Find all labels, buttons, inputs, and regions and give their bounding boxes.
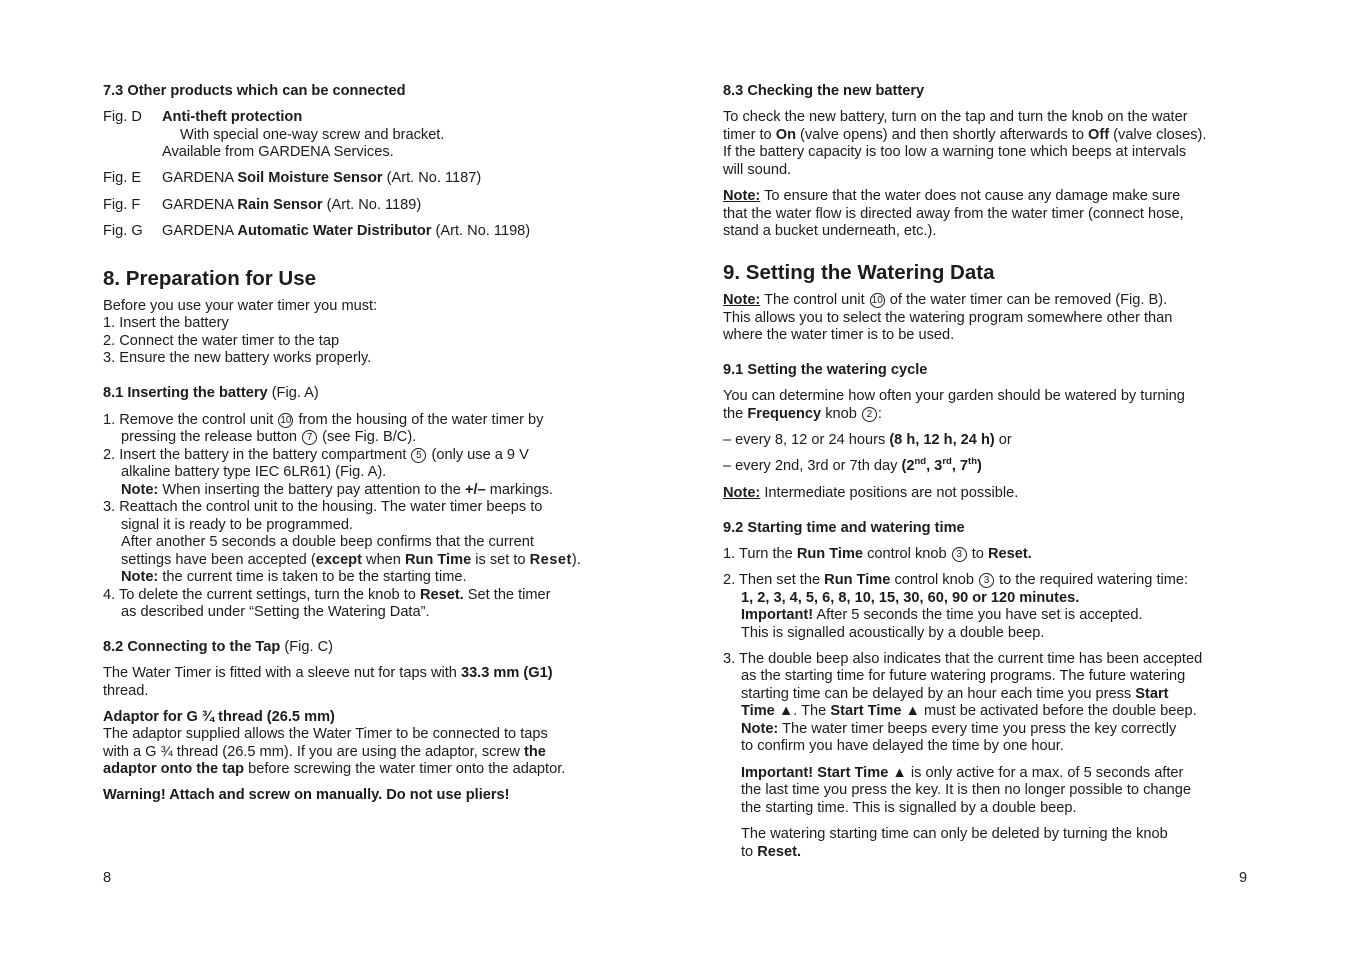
- s81-line2: pressing the release button 7 (see Fig. B/C).: [121, 429, 417, 445]
- s92-l6: 3. The double beep also indicates that the current time has been accepted: [723, 651, 1203, 667]
- fig-g-name: Automatic Water Distributor: [237, 223, 432, 239]
- s83-l1: To check the new battery, turn on the tap and turn the knob on the water: [723, 109, 1188, 125]
- s82-p2: The adaptor supplied allows the Water Timer to be connected to taps: [103, 726, 548, 742]
- s83-n3: stand a bucket underneath, etc.).: [723, 223, 937, 239]
- s81-line4: alkaline battery type IEC 6LR61) (Fig. A).: [121, 464, 387, 480]
- s82-p3: with a G ¾ thread (26.5 mm). If you are using the adaptor, screw the: [103, 744, 546, 760]
- fig-d-row: [103, 109, 303, 127]
- fig-g-label: Fig. G: [103, 223, 143, 239]
- circled-2-icon: 2: [862, 407, 877, 422]
- circled-7-icon: 7: [302, 430, 317, 445]
- s81-line3: 2. Insert the battery in the battery compartment 5 (only use a 9 V: [103, 447, 529, 463]
- s92-l10: Note: The water timer beeps every time you press the key correctly: [741, 721, 1177, 737]
- fig-d-line2: Available from GARDENA Services.: [162, 144, 394, 160]
- section-9-2-heading: 9.2 Starting time and watering time: [723, 520, 965, 536]
- section-7-3-heading: 7.3 Other products which can be connected: [103, 83, 406, 99]
- s92-l8: starting time can be delayed by an hour each time you press Start: [741, 686, 1169, 702]
- s92-l11: to confirm you have delayed the time by one hour.: [741, 738, 1064, 754]
- s91-l2: the Frequency knob 2 :: [723, 406, 882, 422]
- s9-l3: where the water timer is to be used.: [723, 327, 955, 343]
- s82-p1: The Water Timer is fitted with a sleeve nut for taps with 33.3 mm (G1): [103, 665, 553, 681]
- fig-d-label: Fig. D: [103, 109, 142, 125]
- section-8-3-heading: 8.3 Checking the new battery: [723, 83, 925, 99]
- s81-line7: signal it is ready to be programmed.: [121, 517, 353, 533]
- s92-l5: This is signalled acoustically by a double beep.: [741, 625, 1045, 641]
- s92-l16: to Reset.: [741, 844, 802, 860]
- s81-line5: Note: When inserting the battery pay attention to the +/– markings.: [121, 482, 553, 498]
- circled-10-icon: 10: [280, 415, 292, 426]
- fig-e-label: Fig. E: [103, 170, 142, 186]
- s81-line9: settings have been accepted (except when Run Time is set to Reset).: [121, 552, 581, 568]
- s92-l15: The watering starting time can only be deleted by turning the knob: [741, 826, 1168, 842]
- section-8-heading: 8. Preparation for Use: [103, 267, 317, 290]
- s81-line11: 4. To delete the current settings, turn the knob to Reset. Set the timer: [103, 587, 551, 603]
- s81-heading-rest: (Fig. A): [267, 385, 319, 401]
- fig-e-name: Soil Moisture Sensor: [237, 170, 383, 186]
- s8-step3: 3. Ensure the new battery works properly.: [103, 350, 372, 366]
- adaptor-heading: Adaptor for G ¾ thread (26.5 mm): [103, 709, 335, 725]
- fig-f-row: [103, 197, 422, 215]
- s8-intro: Before you use your water timer you must:: [103, 298, 378, 314]
- section-8-2-heading: 8.2 Connecting to the Tap (Fig. C): [103, 639, 333, 655]
- s92-l13: the last time you press the key. It is then no longer possible to change: [741, 782, 1191, 798]
- s91-bullet1: – every 8, 12 or 24 hours (8 h, 12 h, 24 h) or: [723, 432, 1012, 448]
- section-9-1-heading: 9.1 Setting the watering cycle: [723, 362, 928, 378]
- s81-line8: After another 5 seconds a double beep confirms that the current: [121, 534, 534, 550]
- s9-l1: Note: The control unit 10 of the water timer can be removed (Fig. B).: [723, 292, 1168, 308]
- fig-f-art: (Art. No. 1189): [322, 197, 422, 213]
- s81-line10: Note: the current time is taken to be the starting time.: [121, 569, 467, 585]
- fig-e-row: [103, 170, 482, 188]
- s81-line6: 3. Reattach the control unit to the housing. The water timer beeps to: [103, 499, 543, 515]
- s83-l3: If the battery capacity is too low a warning tone which beeps at intervals: [723, 144, 1187, 160]
- s82-p4: adaptor onto the tap before screwing the water timer onto the adaptor.: [103, 761, 566, 777]
- s92-l14: the starting time. This is signalled by a double beep.: [741, 800, 1077, 816]
- s91-l1: You can determine how often your garden should be watered by turning: [723, 388, 1185, 404]
- s92-l3: 1, 2, 3, 4, 5, 6, 8, 10, 15, 30, 60, 90 or 120 minutes.: [741, 590, 1080, 606]
- s83-l4: will sound.: [723, 162, 792, 178]
- circled-5-icon: 5: [411, 448, 426, 463]
- fig-f-label: Fig. F: [103, 197, 141, 213]
- s83-n2: that the water flow is directed away from the water timer (connect hose,: [723, 206, 1184, 222]
- fig-g-brand: GARDENA: [162, 223, 238, 239]
- s81-line1: 1. Remove the control unit 10 from the housing of the water timer by: [103, 412, 544, 428]
- s91-note: Note: Intermediate positions are not possible.: [723, 485, 1019, 501]
- warning-text: Warning! Attach and screw on manually. Do not use pliers!: [103, 787, 510, 803]
- fig-d-title: Anti-theft protection: [162, 109, 303, 125]
- s92-l1: 1. Turn the Run Time control knob 3 to Reset.: [723, 546, 1032, 562]
- fig-g-row: [103, 223, 531, 241]
- s81-line12: as described under “Setting the Watering Data”.: [121, 604, 430, 620]
- s8-step2: 2. Connect the water timer to the tap: [103, 333, 340, 349]
- s92-l9: Time ▲. The Start Time ▲ must be activated before the double beep.: [741, 703, 1197, 719]
- s9-l2: This allows you to select the watering program somewhere other than: [723, 310, 1173, 326]
- circled-3-icon: 3: [979, 573, 994, 588]
- section-9-heading: 9. Setting the Watering Data: [723, 261, 995, 284]
- s83-note: Note: To ensure that the water does not cause any damage make sure: [723, 188, 1181, 204]
- s8-step1: 1. Insert the battery: [103, 315, 229, 331]
- s82-p1b: thread.: [103, 683, 149, 699]
- circled-10-icon: 10: [871, 295, 883, 306]
- fig-f-brand: GARDENA: [162, 197, 238, 213]
- section-8-1-heading: [103, 385, 319, 403]
- fig-f-name: Rain Sensor: [237, 197, 323, 213]
- s92-l7: as the starting time for future watering programs. The future watering: [741, 668, 1186, 684]
- s92-l2: 2. Then set the Run Time control knob 3 to the required watering time:: [723, 572, 1189, 588]
- page-number-8: 8: [103, 870, 112, 886]
- s83-l2: timer to On (valve opens) and then shortly afterwards to Off (valve closes).: [723, 127, 1207, 143]
- s92-l4: Important! After 5 seconds the time you have set is accepted.: [741, 607, 1143, 623]
- fig-g-art: (Art. No. 1198): [431, 223, 531, 239]
- page-number-9: 9: [1239, 870, 1248, 886]
- fig-e-art: (Art. No. 1187): [382, 170, 482, 186]
- s91-bullet2: – every 2nd, 3rd or 7th day (2nd, 3rd, 7th): [723, 456, 982, 474]
- circled-3-icon: 3: [952, 547, 967, 562]
- fig-e-brand: GARDENA: [162, 170, 238, 186]
- s92-l12: Important! Start Time ▲ is only active for a max. of 5 seconds after: [741, 765, 1184, 781]
- s81-heading-bold: 8.1 Inserting the battery: [103, 385, 268, 401]
- fig-d-line1: With special one-way screw and bracket.: [180, 127, 445, 143]
